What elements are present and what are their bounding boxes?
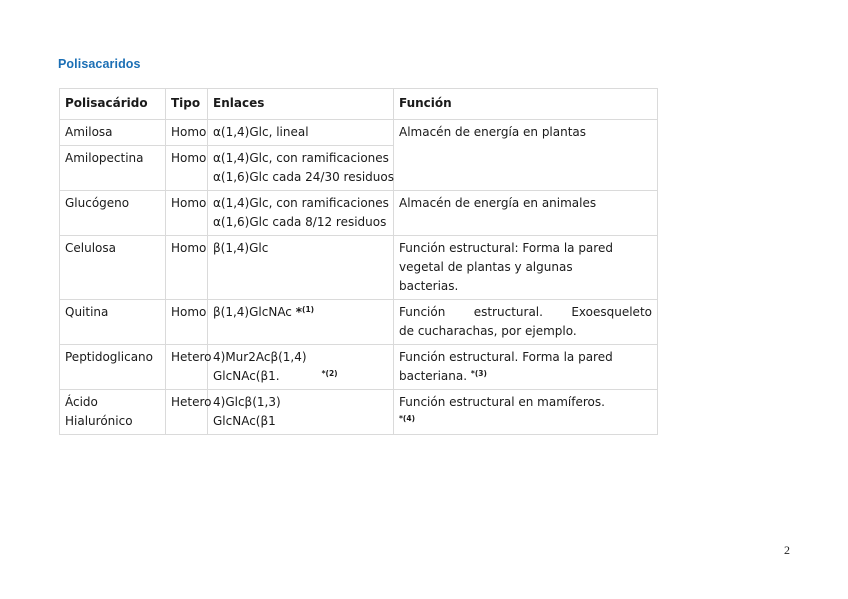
enlace-line: GlcNAc(β1 — [213, 414, 276, 428]
cell-funcion: Almacén de energía en animales — [394, 191, 658, 236]
cell-funcion — [394, 300, 658, 345]
table-row — [60, 236, 658, 300]
table-row — [60, 191, 658, 236]
cell-enlaces — [208, 345, 394, 390]
footnote-marker: *(2) — [321, 369, 338, 378]
cell-enlaces — [208, 191, 394, 236]
funcion-line-note — [399, 412, 652, 431]
enlace-line: α(1,4)Glc, lineal — [213, 125, 309, 139]
enlace-line-with-note — [213, 367, 388, 386]
enlace-line: α(1,4)Glc, con ramificaciones — [213, 151, 389, 165]
enlace-line: α(1,6)Glc cada 24/30 residuos — [213, 170, 394, 184]
cell-name: Peptidoglicano — [60, 345, 166, 390]
funcion-line: Función estructural en mamíferos. — [399, 395, 605, 409]
cell-name — [60, 390, 166, 435]
table-row — [60, 300, 658, 345]
header-enlaces: Enlaces — [208, 89, 394, 120]
cell-name: Quitina — [60, 300, 166, 345]
enlace-line: α(1,6)Glc cada 8/12 residuos — [213, 215, 387, 229]
funcion-line: de cucharachas, por ejemplo. — [399, 324, 577, 338]
footnote-star: * — [295, 305, 303, 319]
table-row — [60, 120, 658, 146]
cell-name: Amilopectina — [60, 146, 166, 191]
cell-enlaces — [208, 390, 394, 435]
cell-name: Glucógeno — [60, 191, 166, 236]
cell-tipo: Homo — [166, 236, 208, 300]
cell-funcion — [394, 236, 658, 300]
section-title: Polisacaridos — [58, 57, 141, 71]
cell-enlaces — [208, 236, 394, 300]
funcion-line: bacterias. — [399, 279, 459, 293]
enlace-line: 4)Mur2Acβ(1,4) — [213, 350, 307, 364]
enlace-text: GlcNAc(β1. — [213, 369, 280, 383]
funcion-line: Función estructural: Forma la pared — [399, 241, 613, 255]
cell-tipo: Homo — [166, 120, 208, 146]
name-line: Ácido — [65, 395, 98, 409]
funcion-line: Función estructural. Exoesqueleto — [399, 305, 652, 319]
funcion-text: bacteriana. — [399, 369, 468, 383]
table-row — [60, 345, 658, 390]
footnote-marker: *(3) — [470, 369, 487, 378]
cell-funcion — [394, 345, 658, 390]
cell-tipo: Hetero — [166, 390, 208, 435]
enlace-text: β(1,4)GlcNAc — [213, 305, 292, 319]
page-number: 2 — [784, 543, 790, 557]
cell-funcion-merged: Almacén de energía en plantas — [394, 120, 658, 191]
name-line: Hialurónico — [65, 414, 133, 428]
cell-tipo: Homo — [166, 300, 208, 345]
footnote-marker: (1) — [302, 305, 315, 314]
header-funcion: Función — [394, 89, 658, 120]
header-tipo: Tipo — [166, 89, 208, 120]
funcion-line-with-note — [399, 367, 652, 386]
enlace-line: α(1,4)Glc, con ramificaciones — [213, 196, 389, 210]
cell-tipo: Homo — [166, 191, 208, 236]
table-row — [60, 390, 658, 435]
cell-funcion — [394, 390, 658, 435]
enlace-line: β(1,4)Glc — [213, 241, 269, 255]
enlace-line: 4)Glcβ(1,3) — [213, 395, 281, 409]
cell-enlaces — [208, 146, 394, 191]
cell-enlaces — [208, 120, 394, 146]
cell-tipo: Hetero — [166, 345, 208, 390]
polysaccharide-table — [59, 88, 658, 435]
table-header-row — [60, 89, 658, 120]
funcion-line: Función estructural. Forma la pared — [399, 350, 613, 364]
cell-enlaces — [208, 300, 394, 345]
footnote-marker: *(4) — [399, 414, 415, 423]
cell-name: Amilosa — [60, 120, 166, 146]
cell-tipo: Homo — [166, 146, 208, 191]
cell-name: Celulosa — [60, 236, 166, 300]
header-polisacarido: Polisacárido — [60, 89, 166, 120]
funcion-line: vegetal de plantas y algunas — [399, 260, 573, 274]
